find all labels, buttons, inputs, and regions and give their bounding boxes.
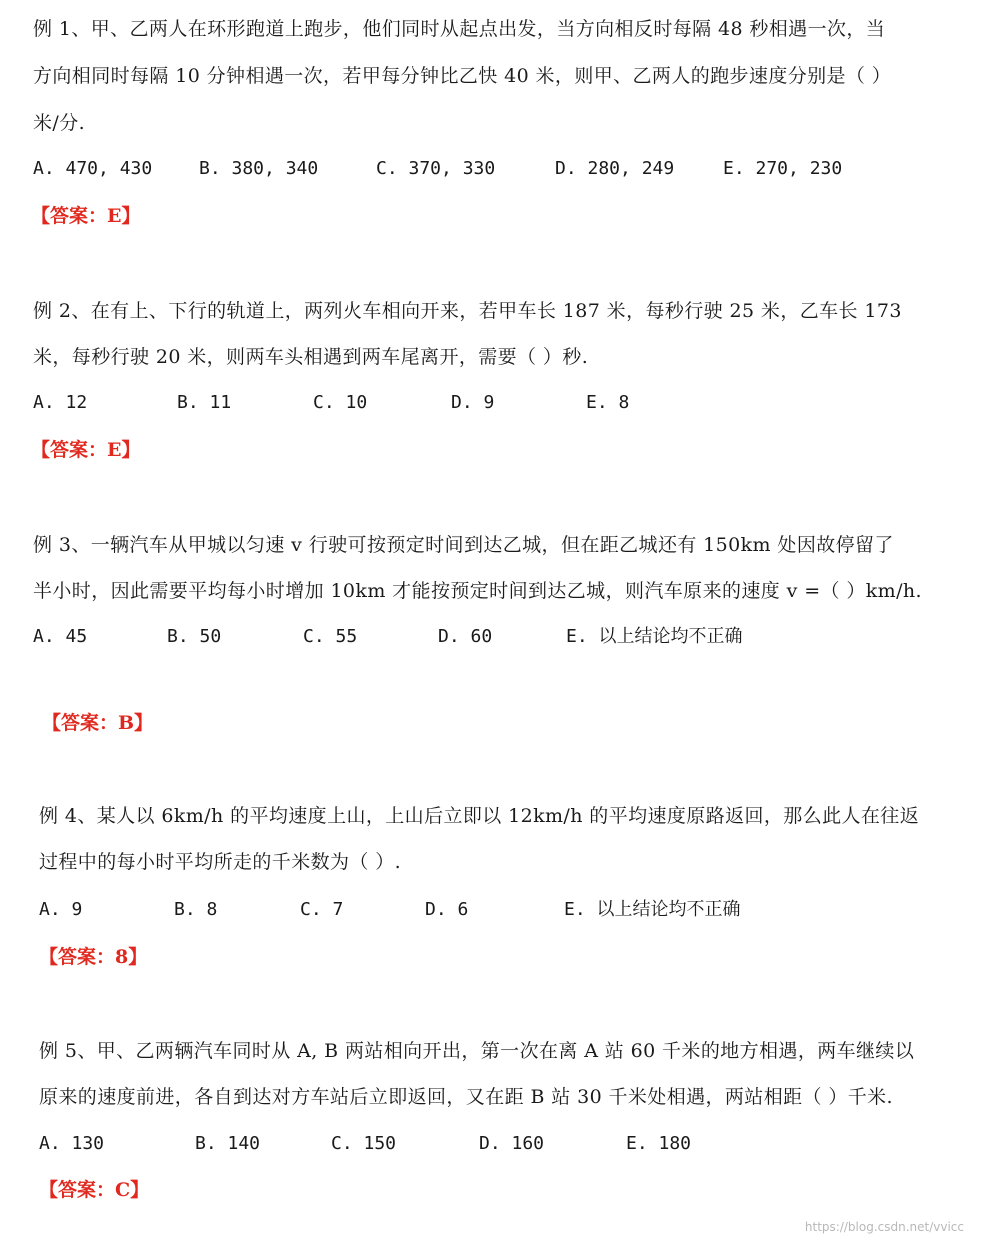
q2-option-d: D. 9 [451, 392, 495, 413]
q2-option-a: A. 12 [33, 392, 88, 413]
q1-option-e: E. 270, 230 [723, 158, 843, 179]
q3-option-d: D. 60 [438, 626, 493, 647]
q5-option-d: D. 160 [479, 1133, 545, 1154]
q5-option-a: A. 130 [39, 1133, 105, 1154]
q3-options [33, 625, 986, 649]
q5-line-2: 原来的速度前进，各自到达对方车站后立即返回，又在距 B 站 30 千米处相遇，两站相距（ ）千米. [39, 1086, 893, 1108]
q3-option-b: B. 50 [167, 626, 222, 647]
q4-answer: 【答案：8】 [39, 946, 148, 968]
q1-option-b: B. 380, 340 [199, 158, 319, 179]
q1-line-3: 米/分. [33, 112, 86, 134]
q2-line-2: 米，每秒行驶 20 米，则两车头相遇到两车尾离开，需要（ ）秒. [33, 346, 589, 368]
q5-line-1: 例 5、甲、乙两辆汽车同时从 A, B 两站相向开出，第一次在离 A 站 60 千米的地方相遇，两车继续以 [39, 1040, 915, 1062]
q1-line-1: 例 1、甲、乙两人在环形跑道上跑步，他们同时从起点出发，当方向相反时每隔 48 秒相遇一次，当 [33, 18, 886, 40]
q3-answer: 【答案：B】 [42, 712, 154, 734]
q1-option-c: C. 370, 330 [376, 158, 496, 179]
q2-line-1: 例 2、在有上、下行的轨道上，两列火车相向开来，若甲车长 187 米，每秒行驶 25 米，乙车长 173 [33, 300, 902, 322]
q4-options [39, 898, 986, 922]
q4-option-a: A. 9 [39, 899, 83, 920]
q4-option-b: B. 8 [174, 899, 218, 920]
q1-option-a: A. 470, 430 [33, 158, 153, 179]
q5-option-b: B. 140 [195, 1133, 261, 1154]
q4-line-1: 例 4、某人以 6km/h 的平均速度上山，上山后立即以 12km/h 的平均速度原路返回，那么此人在往返 [39, 805, 920, 827]
q1-options [33, 157, 986, 181]
q2-answer: 【答案：E】 [31, 439, 141, 461]
q1-answer: 【答案：E】 [31, 205, 141, 227]
q5-options [39, 1132, 986, 1156]
q2-option-c: C. 10 [313, 392, 368, 413]
watermark: https://blog.csdn.net/vvicc [804, 1220, 964, 1234]
q5-option-e: E. 180 [626, 1133, 692, 1154]
q3-option-c: C. 55 [303, 626, 358, 647]
q4-option-d: D. 6 [425, 899, 469, 920]
q3-option-e: E. 以上结论均不正确 [566, 626, 743, 647]
q1-line-2: 方向相同时每隔 10 分钟相遇一次，若甲每分钟比乙快 40 米，则甲、乙两人的跑步速度分别是（ ） [33, 65, 892, 87]
q4-line-2: 过程中的每小时平均所走的千米数为（ ）. [39, 851, 402, 873]
q3-line-1: 例 3、一辆汽车从甲城以匀速 v 行驶可按预定时间到达乙城，但在距乙城还有 150km 处因故停留了 [33, 534, 894, 556]
q3-option-a: A. 45 [33, 626, 88, 647]
q2-options [33, 391, 986, 415]
q4-option-c: C. 7 [300, 899, 344, 920]
q5-option-c: C. 150 [331, 1133, 397, 1154]
q1-option-d: D. 280, 249 [555, 158, 675, 179]
q5-answer: 【答案：C】 [39, 1179, 150, 1201]
q3-line-2: 半小时，因此需要平均每小时增加 10km 才能按预定时间到达乙城，则汽车原来的速度 v =（ ）km/h. [33, 580, 922, 602]
q2-option-b: B. 11 [177, 392, 232, 413]
q2-option-e: E. 8 [586, 392, 630, 413]
q4-option-e: E. 以上结论均不正确 [564, 899, 741, 920]
